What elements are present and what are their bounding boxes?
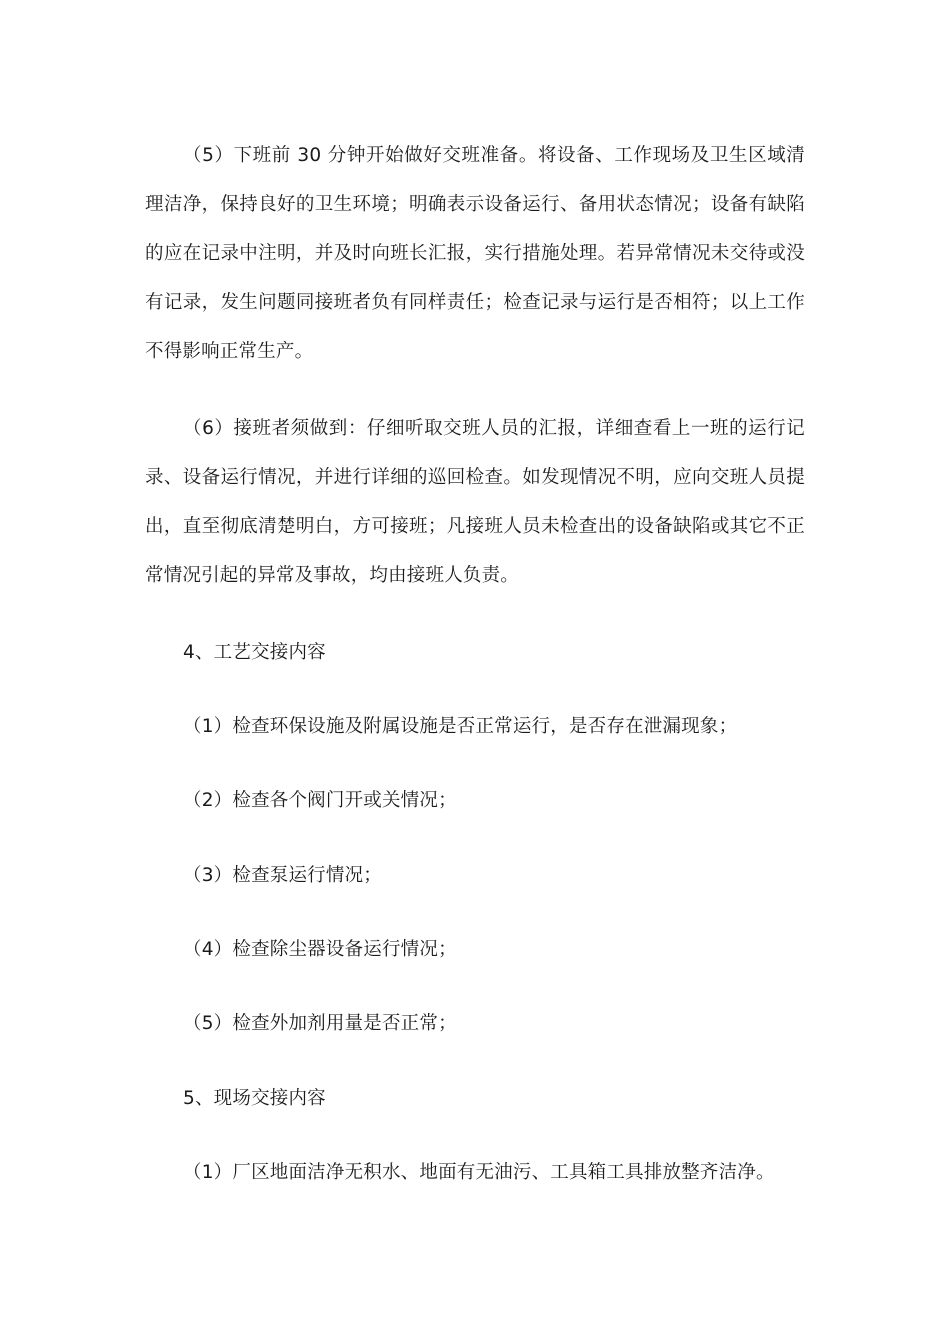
section-heading-site-handover: 5、现场交接内容 [183, 1088, 326, 1109]
list-item: （1）检查环保设施及附属设施是否正常运行，是否存在泄漏现象； [183, 716, 738, 737]
list-item: （4）检查除尘器设备运行情况； [183, 939, 457, 960]
list-item: （1）厂区地面洁净无积水、地面有无油污、工具箱工具排放整齐洁净。 [183, 1162, 775, 1183]
list-item: （5）检查外加剂用量是否正常； [183, 1013, 457, 1034]
list-item: （2）检查各个阀门开或关情况； [183, 790, 457, 811]
paragraph-handover-preparation: （5）下班前 30 分钟开始做好交班准备。将设备、工作现场及卫生区域清理洁净，保持良好的卫生环境；明确表示设备运行、备用状态情况；设备有缺陷的应在记录中注明，并及时向班长汇报，实行措施处理。若异常情况未交待或没有记录，发生问题同接班者负有同样责任；检查记录与运行是否相符；以上工作不得影响正常生产。 [145, 145, 805, 362]
paragraph-receiver-duties: （6）接班者须做到：仔细听取交班人员的汇报，详细查看上一班的运行记录、设备运行情况，并进行详细的巡回检查。如发现情况不明，应向交班人员提出，直至彻底清楚明白，方可接班；凡接班人员未检查出的设备缺陷或其它不正常情况引起的异常及事故，均由接班人负责。 [145, 418, 805, 586]
list-item: （3）检查泵运行情况； [183, 865, 382, 886]
section-heading-process-handover: 4、工艺交接内容 [183, 642, 326, 663]
